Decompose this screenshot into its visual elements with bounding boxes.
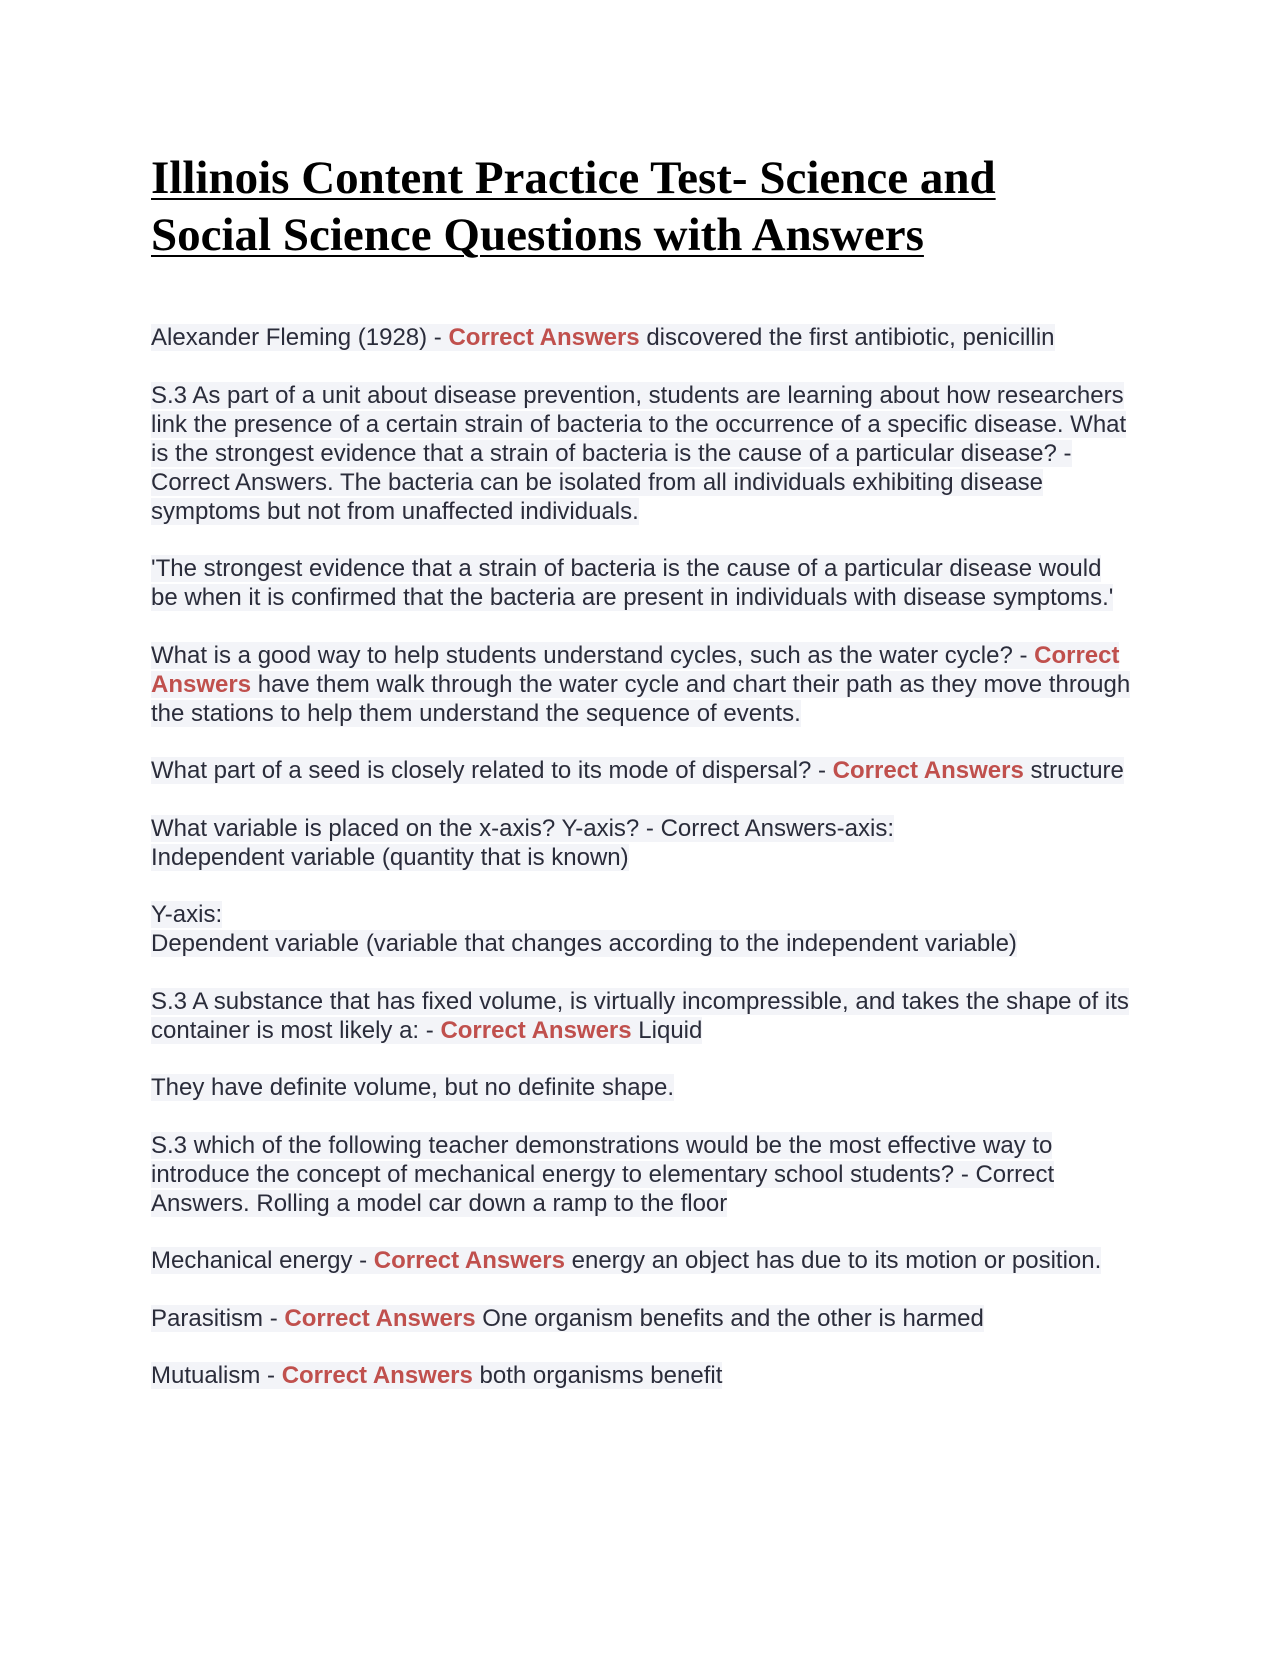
qa-item-text bbox=[151, 642, 1130, 727]
answer-text: both organisms benefit bbox=[472, 1362, 723, 1389]
qa-item-text: S.3 As part of a unit about disease prevention, students are learning about how researchers link the presence of a certain strain of bacteria to the occurrence of a specific disease. What is the strongest evidence that a strain of bacteria is the cause of a particular disease? - Correct Answers. The bacteria can be isolated from all individuals exhibiting disease symptoms but not from unaffected individuals. bbox=[151, 381, 1127, 525]
question-text: S.3 A substance that has fixed volume, is virtually incompressible, and takes the shape of its container is most likely a: - bbox=[151, 987, 1129, 1044]
correct-answers-label: Correct Answers bbox=[151, 641, 1120, 698]
qa-item-mutualism bbox=[151, 1361, 1131, 1390]
qa-item-axis bbox=[151, 814, 1131, 872]
title-line-1: Illinois Content Practice Test- Science and bbox=[151, 152, 996, 204]
question-text: Mechanical energy - bbox=[151, 1247, 374, 1274]
question-text: What is a good way to help students understand cycles, such as the water cycle? - bbox=[151, 641, 1035, 669]
qa-line-1: Y-axis: bbox=[151, 901, 223, 928]
answer-text: discovered the first antibiotic, penicillin bbox=[639, 324, 1055, 351]
qa-item-liquid-note bbox=[151, 1073, 1131, 1102]
qa-item-y-axis bbox=[151, 900, 1131, 958]
question-text: Mutualism - bbox=[151, 1362, 282, 1389]
qa-item-seed bbox=[151, 756, 1131, 785]
qa-item-text bbox=[151, 1362, 722, 1389]
qa-item-liquid bbox=[151, 987, 1131, 1045]
page-title bbox=[151, 150, 1151, 264]
qa-item-fleming bbox=[151, 323, 1131, 352]
qa-item-mechanical-demo bbox=[151, 1131, 1131, 1218]
qa-item-text bbox=[151, 757, 1124, 784]
qa-line-1: What variable is placed on the x-axis? Y-axis? - Correct Answers-axis: bbox=[151, 814, 894, 842]
answer-text: One organism benefits and the other is harmed bbox=[475, 1304, 984, 1332]
qa-item-bacteria-quote bbox=[151, 554, 1131, 612]
correct-answers-label: Correct Answers bbox=[373, 1247, 565, 1274]
qa-item-bacteria-question bbox=[151, 381, 1131, 526]
correct-answers-label: Correct Answers bbox=[832, 757, 1024, 784]
qa-item-text: 'The strongest evidence that a strain of bacteria is the cause of a particular disease would be when it is confirmed that the bacteria are present in individuals with disease symptoms.' bbox=[151, 555, 1114, 611]
qa-line-2: Independent variable (quantity that is known) bbox=[151, 843, 629, 871]
correct-answers-label: Correct Answers bbox=[284, 1304, 476, 1332]
answer-text: have them walk through the water cycle and chart their path as they move through the stations to help them understand the sequence of events. bbox=[151, 670, 1131, 727]
qa-list bbox=[151, 323, 1131, 1419]
correct-answers-label: Correct Answers bbox=[440, 1016, 632, 1044]
answer-text: structure bbox=[1023, 757, 1124, 784]
qa-item-text bbox=[151, 988, 1129, 1044]
question-text: Alexander Fleming (1928) - bbox=[151, 324, 449, 351]
qa-line-2: Dependent variable (variable that changes according to the independent variable) bbox=[151, 930, 1017, 957]
qa-item-text bbox=[151, 1305, 984, 1332]
qa-item-parasitism bbox=[151, 1304, 1131, 1333]
qa-item-mechanical-energy bbox=[151, 1246, 1131, 1275]
answer-text: energy an object has due to its motion or position. bbox=[564, 1247, 1102, 1274]
title-line-2: Social Science Questions with Answers bbox=[151, 209, 924, 261]
question-text: What part of a seed is closely related to its mode of dispersal? - bbox=[151, 757, 833, 784]
qa-item-water-cycle bbox=[151, 641, 1131, 728]
question-text: Parasitism - bbox=[151, 1304, 285, 1332]
qa-item-text: They have definite volume, but no definite shape. bbox=[151, 1074, 675, 1101]
qa-item-text bbox=[151, 1247, 1101, 1274]
correct-answers-label: Correct Answers bbox=[448, 324, 640, 351]
answer-text: Liquid bbox=[631, 1016, 703, 1044]
correct-answers-label: Correct Answers bbox=[281, 1362, 473, 1389]
qa-item-text: S.3 which of the following teacher demonstrations would be the most effective way to introduce the concept of mechanical energy to elementary school students? - Correct Answers. Rolling a model car down a ramp to the floor bbox=[151, 1131, 1055, 1217]
qa-item-text bbox=[151, 324, 1055, 351]
